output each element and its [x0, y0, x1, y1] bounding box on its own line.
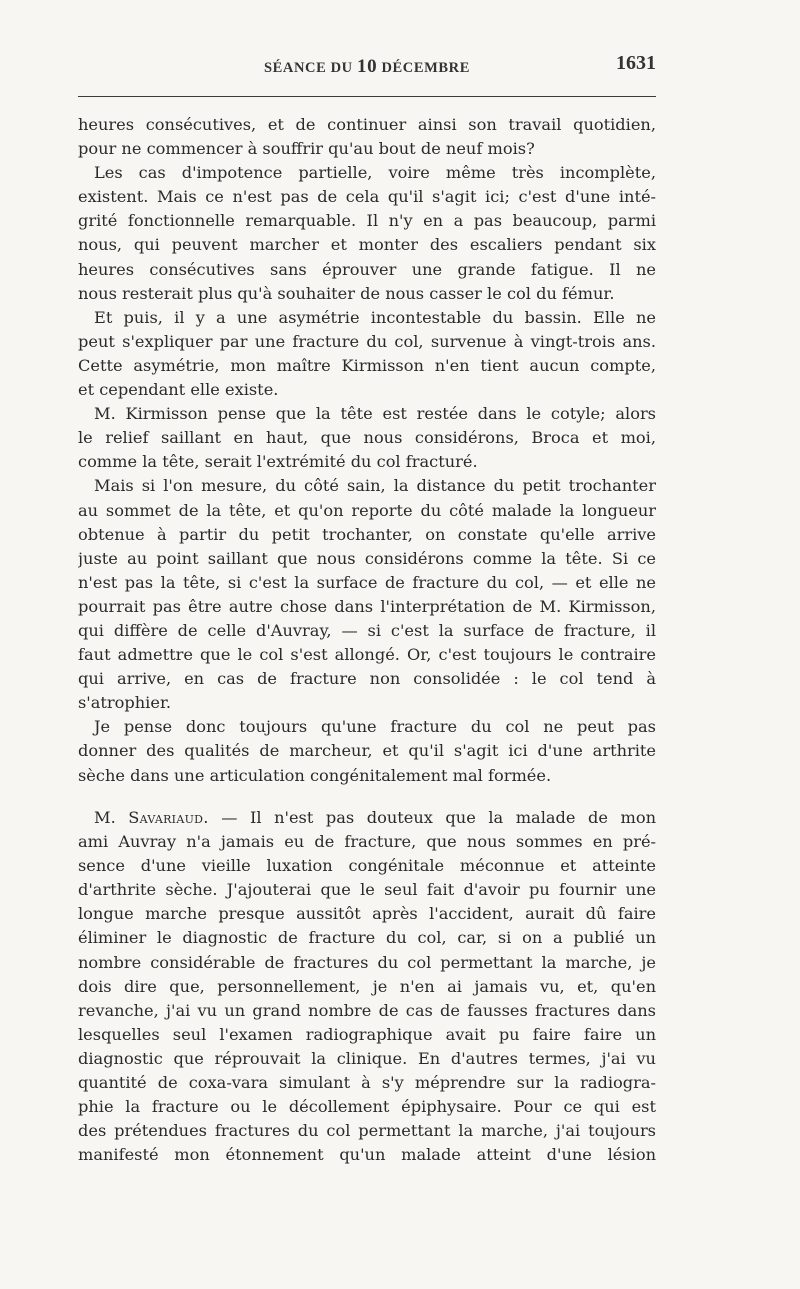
paragraph-line: des prétendues fractures du col permettant la marche, j'ai toujours [78, 1121, 656, 1141]
paragraph-line: lesquelles seul l'examen radiographique avait pu faire faire un [78, 1024, 656, 1044]
paragraph-line: Et puis, il y a une asymétrie incontestable du bassin. Elle ne [94, 307, 656, 327]
paragraph-line: nous resterait plus qu'à souhaiter de nous casser le col du fémur. [78, 283, 615, 303]
paragraph-line: pour ne commencer à souffrir qu'au bout de neuf mois? [78, 139, 535, 159]
text-block-discussion [78, 113, 656, 788]
paragraph-line: juste au point saillant que nous considérons comme la tête. Si ce [78, 548, 656, 568]
paragraph-line: quantité de coxa-vara simulant à s'y méprendre sur la radiogra- [78, 1073, 656, 1093]
paragraph-line: donner des qualités de marcheur, et qu'il s'agit ici d'une arthrite [78, 741, 656, 761]
paragraph-line: dois dire que, personnellement, je n'en ai jamais vu, et, qu'en [78, 976, 656, 996]
paragraph-line: heures consécutives, et de continuer ainsi son travail quotidien, [78, 115, 656, 134]
paragraph-line: qui arrive, en cas de fracture non consolidée : le col tend à [78, 669, 656, 689]
paragraph-line: n'est pas la tête, si c'est la surface de fracture du col, — et elle ne [78, 572, 656, 592]
paragraph-line: peut s'expliquer par une fracture du col, survenue à vingt-trois ans. [78, 331, 656, 351]
paragraph-line: grité fonctionnelle remarquable. Il n'y en a pas beaucoup, parmi [78, 211, 656, 231]
paragraph-line: le relief saillant en haut, que nous considérons, Broca et moi, [78, 428, 656, 448]
paragraph-line: comme la tête, serait l'extrémité du col fracturé. [78, 452, 478, 472]
paragraph-line: éliminer le diagnostic de fracture du col, car, si on a publié un [78, 928, 656, 948]
running-title [78, 56, 656, 78]
page-number: 1631 [616, 52, 656, 74]
paragraph-line: nous, qui peuvent marcher et monter des escaliers pendant six [78, 235, 656, 255]
paragraph-line: existent. Mais ce n'est pas de cela qu'il s'agit ici; c'est d'une inté- [78, 187, 656, 207]
paragraph-line: phie la fracture ou le décollement épiphysaire. Pour ce qui est [78, 1097, 656, 1117]
paragraph-line: Cette asymétrie, mon maître Kirmisson n'en tient aucun compte, [78, 355, 656, 375]
header-rule [78, 96, 656, 97]
speaker-name: Savariaud. [128, 808, 209, 827]
paragraph-line: d'arthrite sèche. J'ajouterai que le seul fait d'avoir pu fournir une [78, 880, 656, 900]
paragraph-line: s'atrophier. [78, 693, 172, 713]
paragraph-line: au sommet de la tête, et qu'on reporte du côté malade la longueur [78, 500, 656, 520]
paragraph-line: pourrait pas être autre chose dans l'interprétation de M. Kirmisson, [78, 596, 656, 616]
paragraph-line: faut admettre que le col s'est allongé. Or, c'est toujours le contraire [78, 645, 656, 665]
paragraph-line: qui diffère de celle d'Auvray, — si c'est la surface de fracture, il [78, 620, 656, 640]
text-block-savariaud [78, 806, 656, 1167]
paragraph-line: heures consécutives sans éprouver une grande fatigue. Il ne [78, 259, 656, 279]
paragraph-line: sence d'une vieille luxation congénitale méconnue et atteinte [78, 856, 656, 876]
running-title-prefix: SÉANCE DU [263, 60, 353, 76]
paragraph-line: Je pense donc toujours qu'une fracture du col ne peut pas [94, 717, 656, 737]
paragraph-line [78, 806, 656, 830]
paragraph-line: longue marche presque aussitôt après l'accident, aurait dû faire [78, 904, 656, 924]
paragraph-line: et cependant elle existe. [78, 380, 279, 400]
page-header [78, 52, 656, 78]
paragraph-line: diagnostic que réprouvait la clinique. En d'autres termes, j'ai vu [78, 1048, 656, 1068]
paragraph-line: manifesté mon étonnement qu'un malade atteint d'une lésion [78, 1145, 656, 1165]
speaker-prefix: M. [94, 808, 129, 827]
running-title-month: DÉCEMBRE [381, 60, 471, 76]
speaker-first-line: — Il n'est pas douteux que la malade de mon [208, 808, 656, 827]
paragraph-line: ami Auvray n'a jamais eu de fracture, que nous sommes en pré- [78, 832, 656, 852]
paragraph-line: sèche dans une articulation congénitalement mal formée. [78, 765, 552, 785]
paragraph-line: Les cas d'impotence partielle, voire même très incomplète, [94, 163, 656, 183]
paragraph-line: revanche, j'ai vu un grand nombre de cas de fausses fractures dans [78, 1000, 656, 1020]
paragraph-line: Mais si l'on mesure, du côté sain, la distance du petit trochanter [94, 476, 656, 496]
paragraph-line: obtenue à partir du petit trochanter, on constate qu'elle arrive [78, 524, 656, 544]
paragraph-line: nombre considérable de fractures du col permettant la marche, je [78, 952, 656, 972]
paragraph-line: M. Kirmisson pense que la tête est restée dans le cotyle; alors [94, 404, 656, 424]
running-title-day: 10 [357, 56, 378, 77]
